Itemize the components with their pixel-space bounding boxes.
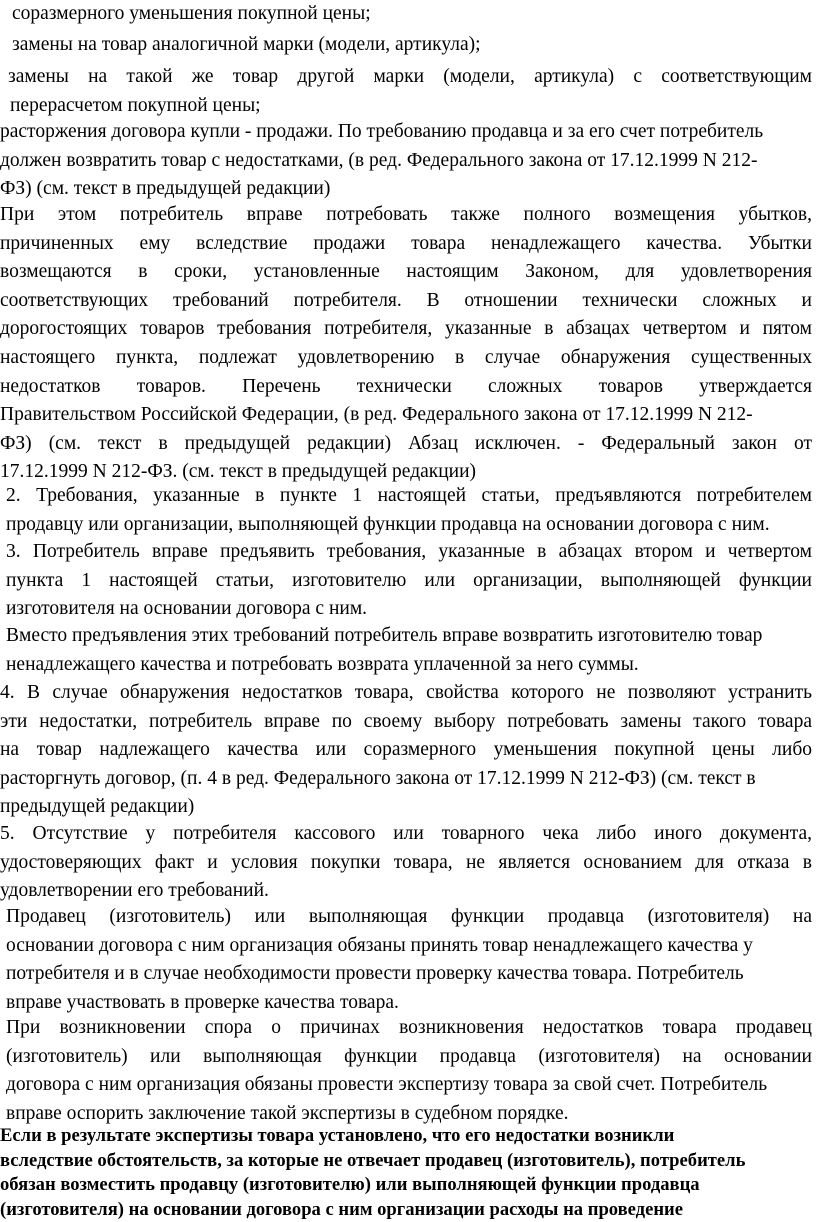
- text-line: расторгнуть договор, (п. 4 в ред. Федерального закона от 17.12.1999 N 212-ФЗ) (см. текст в: [0, 767, 756, 789]
- text-line: замены на товар аналогичной марки (модели, артикула);: [12, 34, 481, 55]
- paragraph-expertise: [6, 1014, 812, 1128]
- paragraph-contract-termination: [0, 118, 812, 204]
- text-line: соразмерного уменьшения покупной цены;: [12, 3, 371, 24]
- text-line: Продавец (изготовитель) или выполняющая функции продавца (изготовителя) на: [6, 906, 812, 927]
- paragraph-item-3: [6, 538, 812, 624]
- text-line: Если в результате экспертизы товара установлено, что его недостатки возникли: [0, 1125, 675, 1146]
- text-line: договора с ним организация обязаны провести экспертизу товара за свой счет. Потребитель: [6, 1074, 768, 1096]
- paragraph-price-reduction: [12, 0, 772, 29]
- text-line: пункта 1 настоящей статьи, изготовителю или организации, выполняющей функции: [6, 569, 812, 591]
- paragraph-return-to-manufacturer: [6, 622, 812, 679]
- text-line: обязан возместить продавцу (изготовителю) или выполняющей функции продавца: [0, 1174, 700, 1195]
- text-line: на товар надлежащего качества или соразмерного уменьшения покупной цены либо: [0, 739, 812, 761]
- text-line: (изготовитель) или выполняющая функции продавца (изготовителя) на основании: [6, 1045, 812, 1067]
- text-line: основании договора с ним организация обязаны принять товар ненадлежащего качества у: [6, 934, 753, 956]
- text-line: вправе оспорить заключение такой экспертизы в судебном порядке.: [6, 1102, 569, 1124]
- text-line: дорогостоящих товаров требования потребителя, указанные в абзацах четвертом и пятом: [0, 318, 812, 340]
- text-line: расторжения договора купли - продажи. По требованию продавца и за его счет потребитель: [0, 121, 764, 142]
- text-line: удостоверяющих факт и условия покупки товара, не является основанием для отказа в: [0, 851, 812, 873]
- text-line: потребителя и в случае необходимости провести проверку качества товара. Потребитель: [6, 963, 744, 985]
- text-line: вследствие обстоятельств, за которые не отвечает продавец (изготовитель), потребитель: [0, 1149, 746, 1171]
- text-line: 5. Отсутствие у потребителя кассового или товарного чека либо иного документа,: [0, 823, 812, 844]
- text-line: 3. Потребитель вправе предъявить требования, указанные в абзацах втором и четвертом: [6, 541, 812, 562]
- text-line: При этом потребитель вправе потребовать также полного возмещения убытков,: [0, 204, 812, 225]
- text-line: возмещаются в сроки, установленные настоящим Законом, для удовлетворения: [0, 261, 812, 283]
- paragraph-expertise-costs: [0, 1124, 800, 1222]
- text-line: удовлетворении его требований.: [0, 880, 269, 902]
- paragraph-item-4: [0, 679, 812, 822]
- text-line: ФЗ) (см. текст в предыдущей редакции): [0, 178, 331, 200]
- text-line: изготовителя на основании договора с ним.: [6, 598, 368, 620]
- text-line: замены на такой же товар другой марки (модели, артикула) с соответствующим: [8, 66, 812, 87]
- text-line: ненадлежащего качества и потребовать возврата уплаченной за него суммы.: [6, 653, 639, 675]
- text-line: 2. Требования, указанные в пункте 1 настоящей статьи, предъявляются потребителем: [6, 485, 812, 506]
- text-line: недостатков товаров. Перечень технически сложных товаров утверждается: [0, 375, 812, 397]
- text-line: 17.12.1999 N 212-ФЗ. (см. текст в предыдущей редакции): [0, 461, 477, 483]
- paragraph-item-5: [0, 820, 812, 906]
- text-line: 4. В случае обнаружения недостатков товара, свойства которого не позволяют устранить: [0, 682, 812, 703]
- text-line: Правительством Российской Федерации, (в ред. Федерального закона от 17.12.1999 N 212-: [0, 404, 753, 426]
- text-line: вправе участвовать в проверке качества товара.: [6, 991, 399, 1013]
- text-line: Вместо предъявления этих требований потребитель вправе возвратить изготовителю товар: [6, 625, 763, 646]
- text-line: ФЗ) (см. текст в предыдущей редакции) Абзац исключен. - Федеральный закон от: [0, 432, 812, 454]
- paragraph-damages: [0, 201, 812, 487]
- paragraph-quality-check: [6, 903, 812, 1017]
- text-line: причиненных ему вследствие продажи товара ненадлежащего качества. Убытки: [0, 232, 812, 254]
- paragraph-item-2: [6, 482, 812, 539]
- text-line: эти недостатки, потребитель вправе по своему выбору потребовать замены такого товара: [0, 710, 812, 732]
- paragraph-replacement-same-brand: [12, 31, 772, 60]
- text-line: предыдущей редакции): [0, 796, 195, 818]
- paragraph-replacement-other-brand: [8, 63, 812, 120]
- text-line: При возникновении спора о причинах возникновения недостатков товара продавец: [6, 1017, 812, 1038]
- text-line: должен возвратить товар с недостатками, (в ред. Федерального закона от 17.12.1999 N 212-: [0, 149, 758, 171]
- text-line: (изготовителя) на основании договора с ним организации расходы на проведение: [0, 1198, 684, 1220]
- text-line: настоящего пункта, подлежат удовлетворению в случае обнаружения существенных: [0, 346, 812, 368]
- text-line: продавцу или организации, выполняющей функции продавца на основании договора с ним.: [6, 513, 770, 535]
- text-line: соответствующих требований потребителя. В отношении технически сложных и: [0, 289, 812, 311]
- text-line: перерасчетом покупной цены;: [10, 94, 261, 116]
